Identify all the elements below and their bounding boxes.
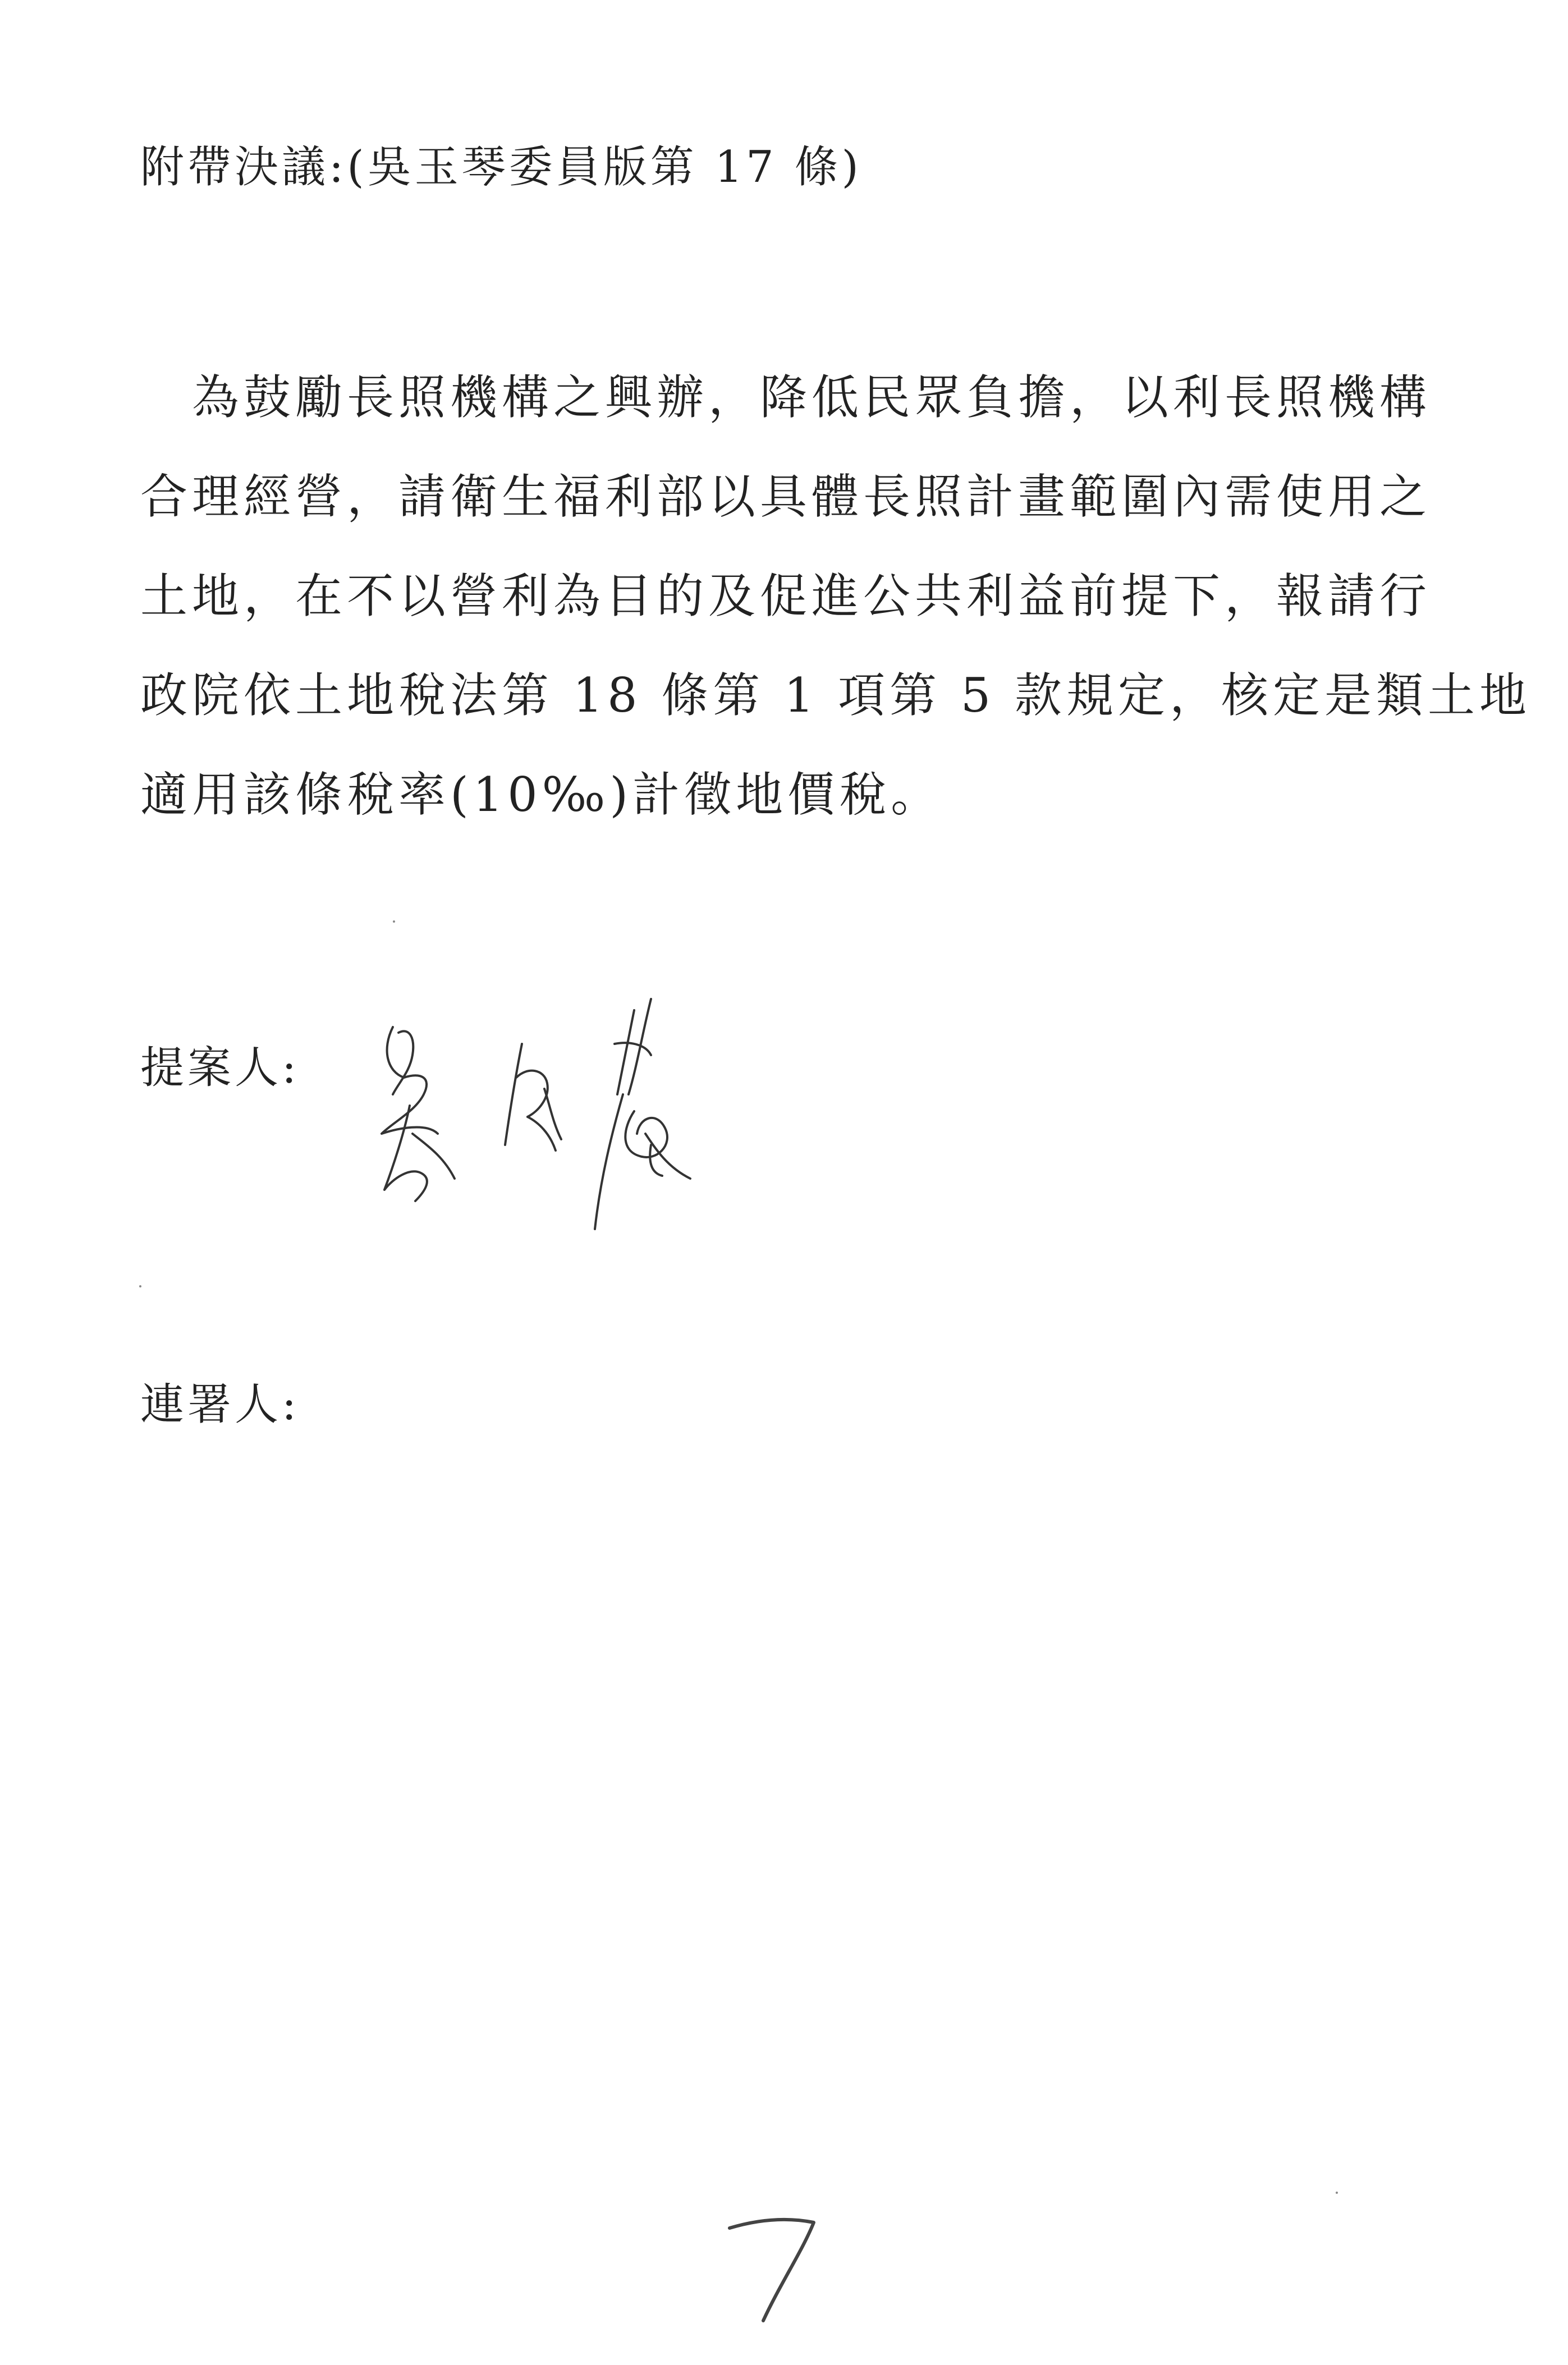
body-line: 合理經營，請衛生福利部以具體長照計畫範圍內需使用之 — [140, 469, 1432, 524]
proposer-label: 提案人: — [140, 1043, 300, 1093]
scan-speck — [139, 1285, 141, 1287]
handwritten-page-number — [718, 2200, 831, 2335]
cosigner-label: 連署人: — [140, 1379, 300, 1430]
resolution-body — [140, 348, 1531, 845]
body-line: 適用該條稅率(10‰)計徵地價稅。 — [140, 767, 943, 822]
body-line: 為鼓勵長照機構之興辦，降低民眾負擔，以利長照機構 — [192, 370, 1432, 425]
body-line: 土地，在不以營利為目的及促進公共利益前提下，報請行 — [140, 569, 1432, 624]
scan-speck — [1336, 2192, 1338, 2194]
handwritten-signature — [359, 965, 763, 1246]
scan-speck — [393, 920, 395, 923]
resolution-heading: 附帶決議:(吳玉琴委員版第 17 條) — [140, 142, 862, 192]
body-line: 政院依土地稅法第 18 條第 1 項第 5 款規定，核定是類土地 — [140, 668, 1531, 723]
